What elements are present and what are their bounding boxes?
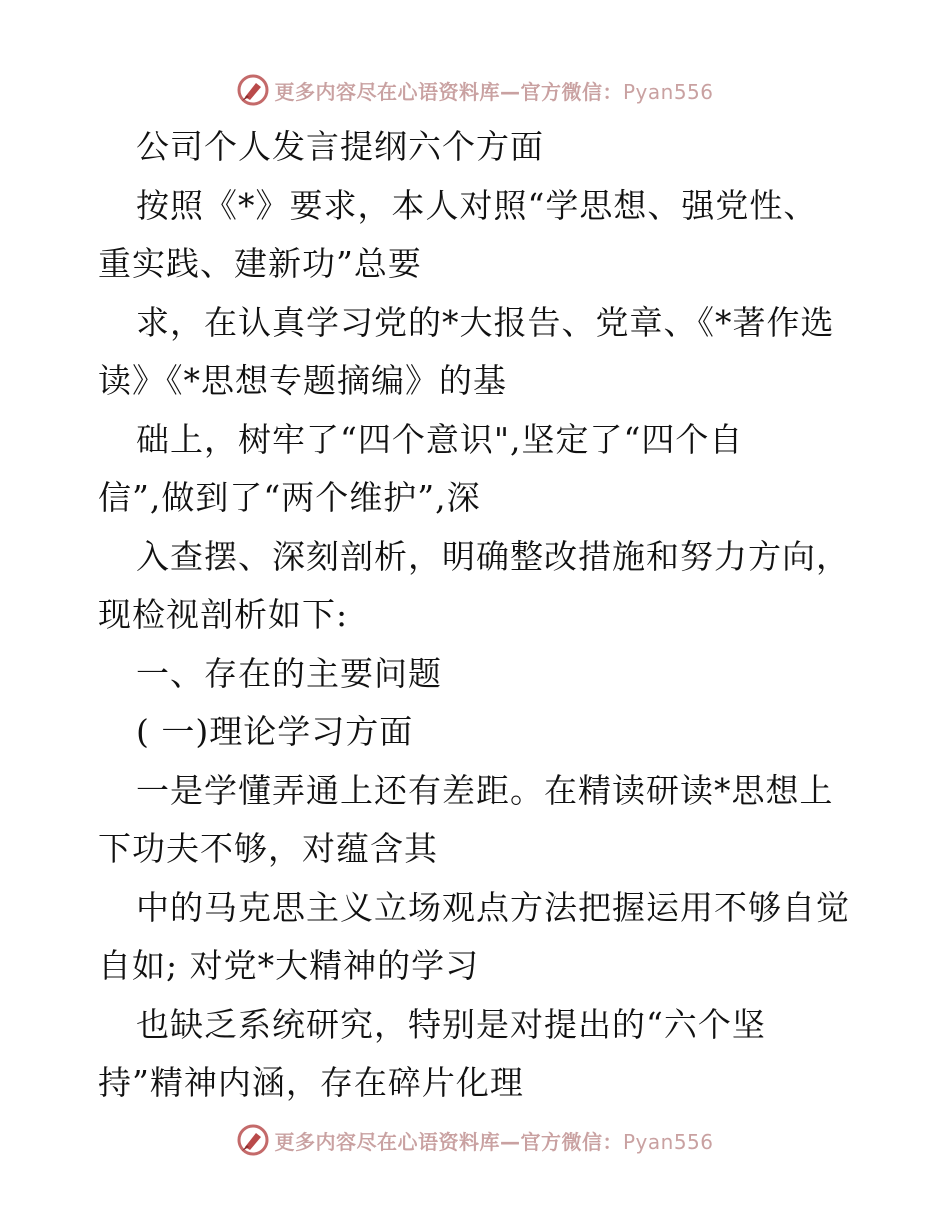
header-watermark [0, 70, 950, 110]
document-body [98, 118, 858, 1113]
text-line: 求，在认真学习党的*大报告、党章、《*著作选 [136, 302, 835, 342]
footer-watermark [0, 1120, 950, 1160]
text-line: 础上，树牢了“四个意识",坚定了“四个自 [136, 419, 744, 459]
text-line: 中的马克思主义立场观点方法把握运用不够自觉 [136, 887, 850, 927]
watermark-logo-icon [236, 1123, 270, 1157]
text-line: 入查摆、深刻剖析，明确整改措施和努力方向， [136, 536, 850, 576]
text-line: 信”,做到了“两个维护”,深 [98, 478, 481, 517]
text-line: 持”精神内涵，存在碎片化理 [98, 1063, 524, 1102]
text-line: 下功夫不够，对蕴含其 [98, 829, 438, 868]
text-line: 重实践、建新功”总要 [98, 244, 422, 283]
watermark-text: 更多内容尽在心语资料库—官方微信：Pyan556 [274, 79, 714, 104]
text-line: 读》《*思想专题摘编》的基 [98, 361, 507, 400]
watermark-text: 更多内容尽在心语资料库—官方微信：Pyan556 [274, 1129, 714, 1154]
text-line: 一、存在的主要问题 [136, 653, 442, 693]
text-line: 一是学懂弄通上还有差距。在精读研读*思想上 [136, 770, 834, 810]
text-line: 也缺乏系统研究，特别是对提出的“六个坚 [136, 1004, 766, 1044]
text-line: ( 一)理论学习方面 [136, 712, 414, 751]
text-line: 公司个人发言提纲六个方面 [136, 127, 544, 166]
watermark-logo-icon [236, 73, 270, 107]
text-line: 按照《*》要求，本人对照“学思想、强党性、 [136, 185, 818, 225]
text-line: 现检视剖析如下: [98, 595, 349, 634]
text-line: 自如; 对党*大精神的学习 [98, 946, 480, 985]
